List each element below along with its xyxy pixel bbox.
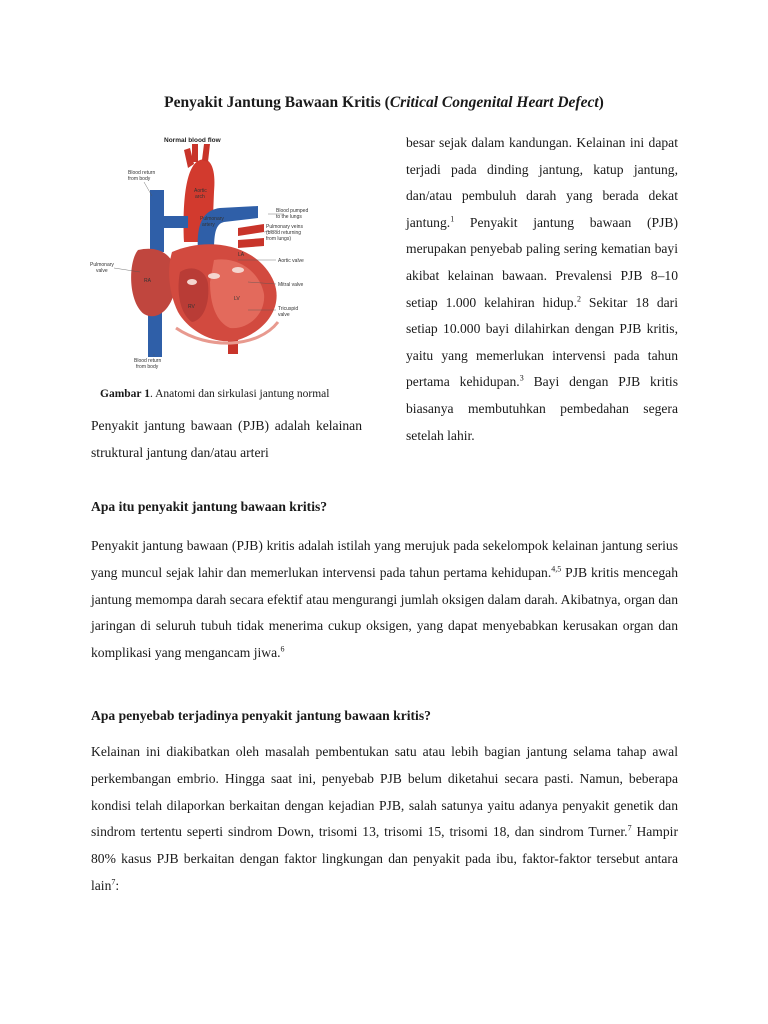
inferior-vena-cava [148,312,162,357]
figure-heading: Normal blood flow [164,137,221,144]
label-lv: LV [234,296,240,302]
label-pulmonary-valve-1: Pulmonary [90,262,114,268]
label-tricuspid-valve-2: valve [278,312,290,318]
label-rv: RV [188,304,195,310]
label-pulmonary-artery-2: artery [202,222,215,228]
label-ra: RA [144,278,151,284]
figure-caption [100,388,329,400]
label-aortic-arch-1: Aortic [194,188,207,194]
label-mitral-valve: Mitral valve [278,282,304,288]
label-aortic-arch-2: arch [195,194,205,200]
label-la: LA [238,252,245,258]
caption-label: Gambar 1 [100,388,150,400]
label-blood-return-bottom-1: Blood return [134,358,162,364]
title-open-paren: ( [380,94,390,111]
citation: 7 [111,877,116,887]
label-aortic-valve: Aortic valve [278,258,304,264]
title-english: Critical Congenital Heart Defect [389,94,599,111]
pulmonary-artery-left [158,216,188,228]
label-pulmonary-valve-2: valve [96,268,108,274]
label-pulmonary-veins-2: (blood returning [266,230,302,236]
citation: 7 [627,823,632,833]
valve-shapes [208,273,220,279]
right-column-paragraph: besar sejak dalam kandungan. Kelainan ini dapat terjadi pada dinding jantung, katup jantung, dan/atau pembuluh darah yang berada dekat jantung.$^1$ Penyakit jantung bawaan (PJB) merupakan penyebab paling sering kematian bayi akibat kelainan bawaan. Prevalensi PJB 8–10 setiap 1.000 kelahiran hidup.$^2$ Sekitar 18 dari setiap 10.000 bayi dilahirkan dengan PJB kritis, yaitu yang memerlukan intervensi pada tahun pertama kehidupan.$^3$ Bayi dengan PJB kritis biasanya membutuhkan pembedahan segera setelah lahir. [406,135,678,443]
label-blood-pumped-1: Blood pumped [276,208,309,214]
section-heading-2: Apa penyebab terjadinya penyakit jantung bawaan kritis? [91,708,431,723]
heart-anatomy-figure [88,132,310,372]
title-main: Penyakit Jantung Bawaan Kritis [164,94,381,111]
label-pulmonary-veins-3: from lungs) [266,236,292,242]
label-blood-return-top-2: from body [128,176,151,182]
citation: 6 [280,644,285,654]
caption-text: . Anatomi dan sirkulasi jantung normal [149,388,330,400]
label-tricuspid-valve-1: Tricuspid [278,306,299,312]
citation: 2 [577,294,581,304]
citation: 1 [450,214,455,224]
left-column-paragraph: Penyakit jantung bawaan (PJB) adalah kelainan struktural jantung dan/atau arteri [91,418,362,460]
section2-paragraph: Kelainan ini diakibatkan oleh masalah pembentukan satu atau lebih bagian jantung selama tahap awal perkembangan embrio. Hingga saat ini, penyebab PJB belum diketahui secara pasti. Namun, beberapa kondisi telah dilaporkan berkaitan dengan kejadian PJB, salah satunya yaitu adanya penyakit genetik dan sindrom tertentu seperti sindrom Down, trisomi 13, trisomi 15, trisomi 18, dan sindrom Turner.$^7$ Hampir 80% kasus PJB berkaitan dengan faktor lingkungan dan penyakit pada ibu, faktor-faktor tersebut antara lain$^7$: [91,744,678,893]
label-pulmonary-artery-1: Pulmonary [200,216,224,222]
citation: 3 [519,373,524,383]
citation: 4,5 [551,564,562,574]
title-close-paren: ) [598,94,604,111]
label-blood-pumped-2: to the lungs [276,214,302,220]
label-blood-return-top-1: Blood return [128,170,156,176]
label-pulmonary-veins-1: Pulmonary veins [266,224,303,230]
page-title [0,94,768,112]
section-heading-1: Apa itu penyakit jantung bawaan kritis? [91,499,328,514]
section1-paragraph: Penyakit jantung bawaan (PJB) kritis adalah istilah yang merujuk pada sekelompok kelainan jantung serius yang muncul sejak lahir dan memerlukan intervensi pada tahun pertama kehidupan.$^{4,5}$ PJB kritis mencegah jantung memompa darah secara efektif atau mengurangi jumlah oksigen dalam darah. Akibatnya, organ dan jaringan di seluruh tubuh tidak menerima cukup oksigen, yang dapat menyebabkan kerusakan organ dan komplikasi yang mengancam jiwa.$^6$ [91,538,678,661]
label-blood-return-bottom-2: from body [136,364,159,370]
